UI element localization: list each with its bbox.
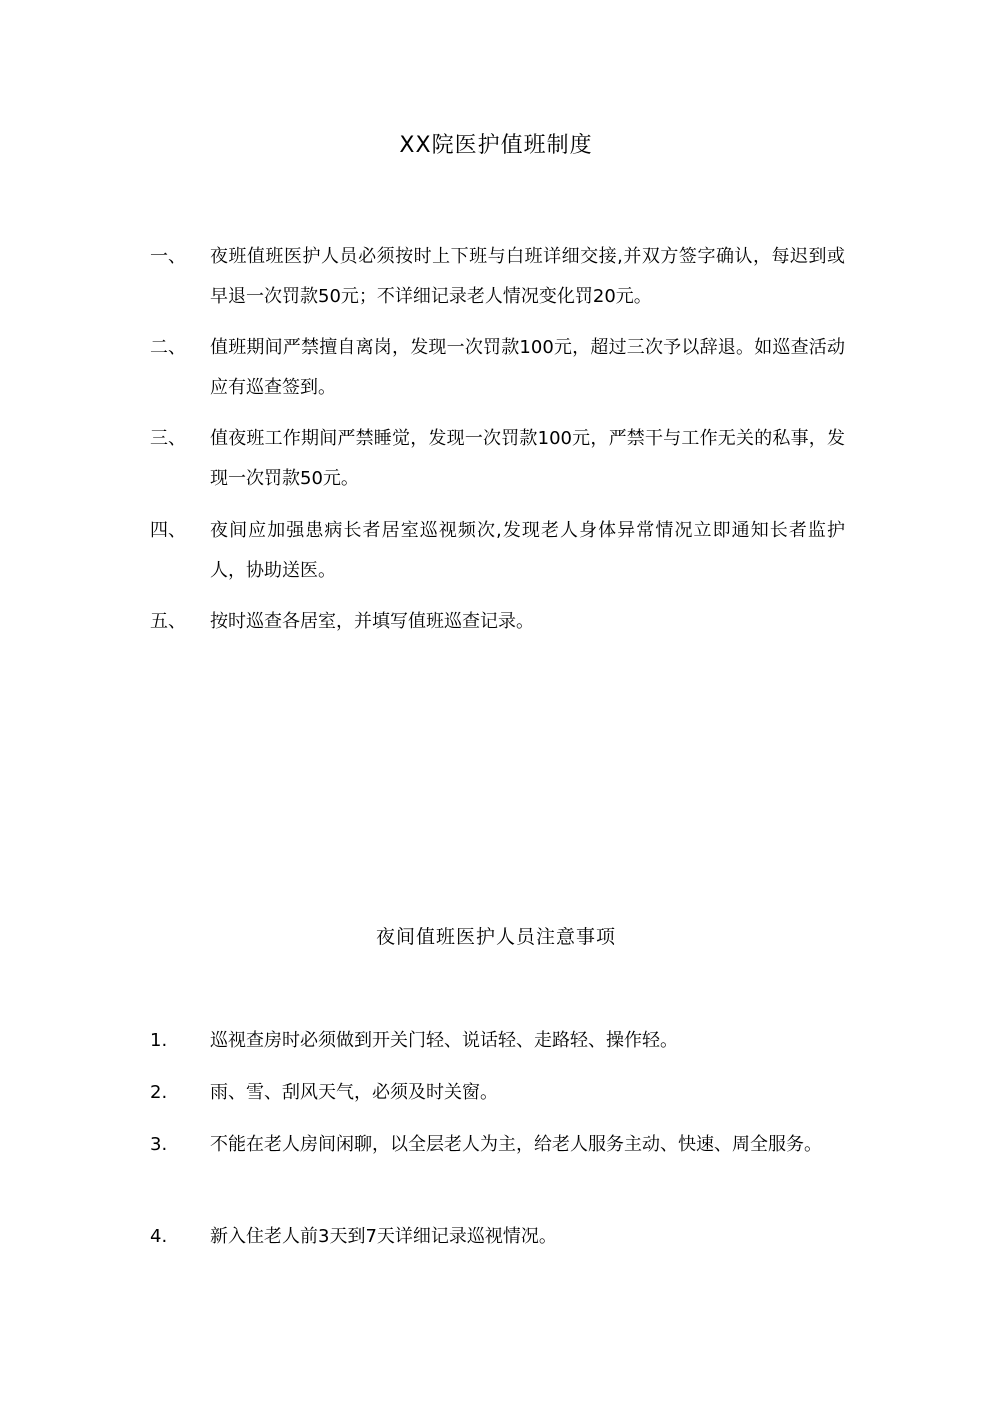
note-item-3 xyxy=(150,1125,850,1165)
rule-text: 按时巡查各居室，并填写值班巡查记录。 xyxy=(210,611,534,632)
note-item-4 xyxy=(150,1217,850,1257)
rule-text: 值夜班工作期间严禁睡觉，发现一次罚款100元，严禁干与工作无关的私事，发现一次罚款50元。 xyxy=(210,428,845,489)
note-number: 2. xyxy=(150,1082,168,1103)
note-number: 4. xyxy=(150,1226,168,1247)
note-text: 不能在老人房间闲聊，以全层老人为主，给老人服务主动、快速、周全服务。 xyxy=(210,1134,822,1155)
note-item-2 xyxy=(150,1073,850,1113)
rule-item-5 xyxy=(150,602,850,642)
rule-number: 三、 xyxy=(150,428,186,449)
rule-text: 夜班值班医护人员必须按时上下班与白班详细交接,并双方签字确认，每迟到或早退一次罚款50元；不详细记录老人情况变化罚20元。 xyxy=(210,246,845,307)
rule-number: 一、 xyxy=(150,246,186,267)
note-item-1 xyxy=(150,1021,850,1061)
notes-title: 夜间值班医护人员注意事项 xyxy=(375,926,616,948)
rule-number: 四、 xyxy=(150,520,186,541)
note-text: 雨、雪、刮风天气，必须及时关窗。 xyxy=(210,1082,498,1103)
rule-item-4 xyxy=(150,511,850,591)
note-number: 1. xyxy=(150,1030,168,1051)
note-text: 新入住老人前3天到7天详细记录巡视情况。 xyxy=(210,1226,557,1247)
note-number: 3. xyxy=(150,1134,168,1155)
note-text: 巡视查房时必须做到开关门轻、说话轻、走路轻、操作轻。 xyxy=(210,1030,678,1051)
rule-item-1 xyxy=(150,237,850,317)
rule-text: 值班期间严禁擅自离岗，发现一次罚款100元，超过三次予以辞退。如巡查活动应有巡查签到。 xyxy=(210,337,845,398)
page-title: XX院医护值班制度 xyxy=(399,133,593,158)
rule-text: 夜间应加强患病长者居室巡视频次,发现老人身体异常情况立即通知长者监护人，协助送医。 xyxy=(210,520,845,581)
rule-number: 二、 xyxy=(150,337,186,358)
rule-item-2 xyxy=(150,328,850,408)
rule-number: 五、 xyxy=(150,611,186,632)
rule-item-3 xyxy=(150,419,850,499)
